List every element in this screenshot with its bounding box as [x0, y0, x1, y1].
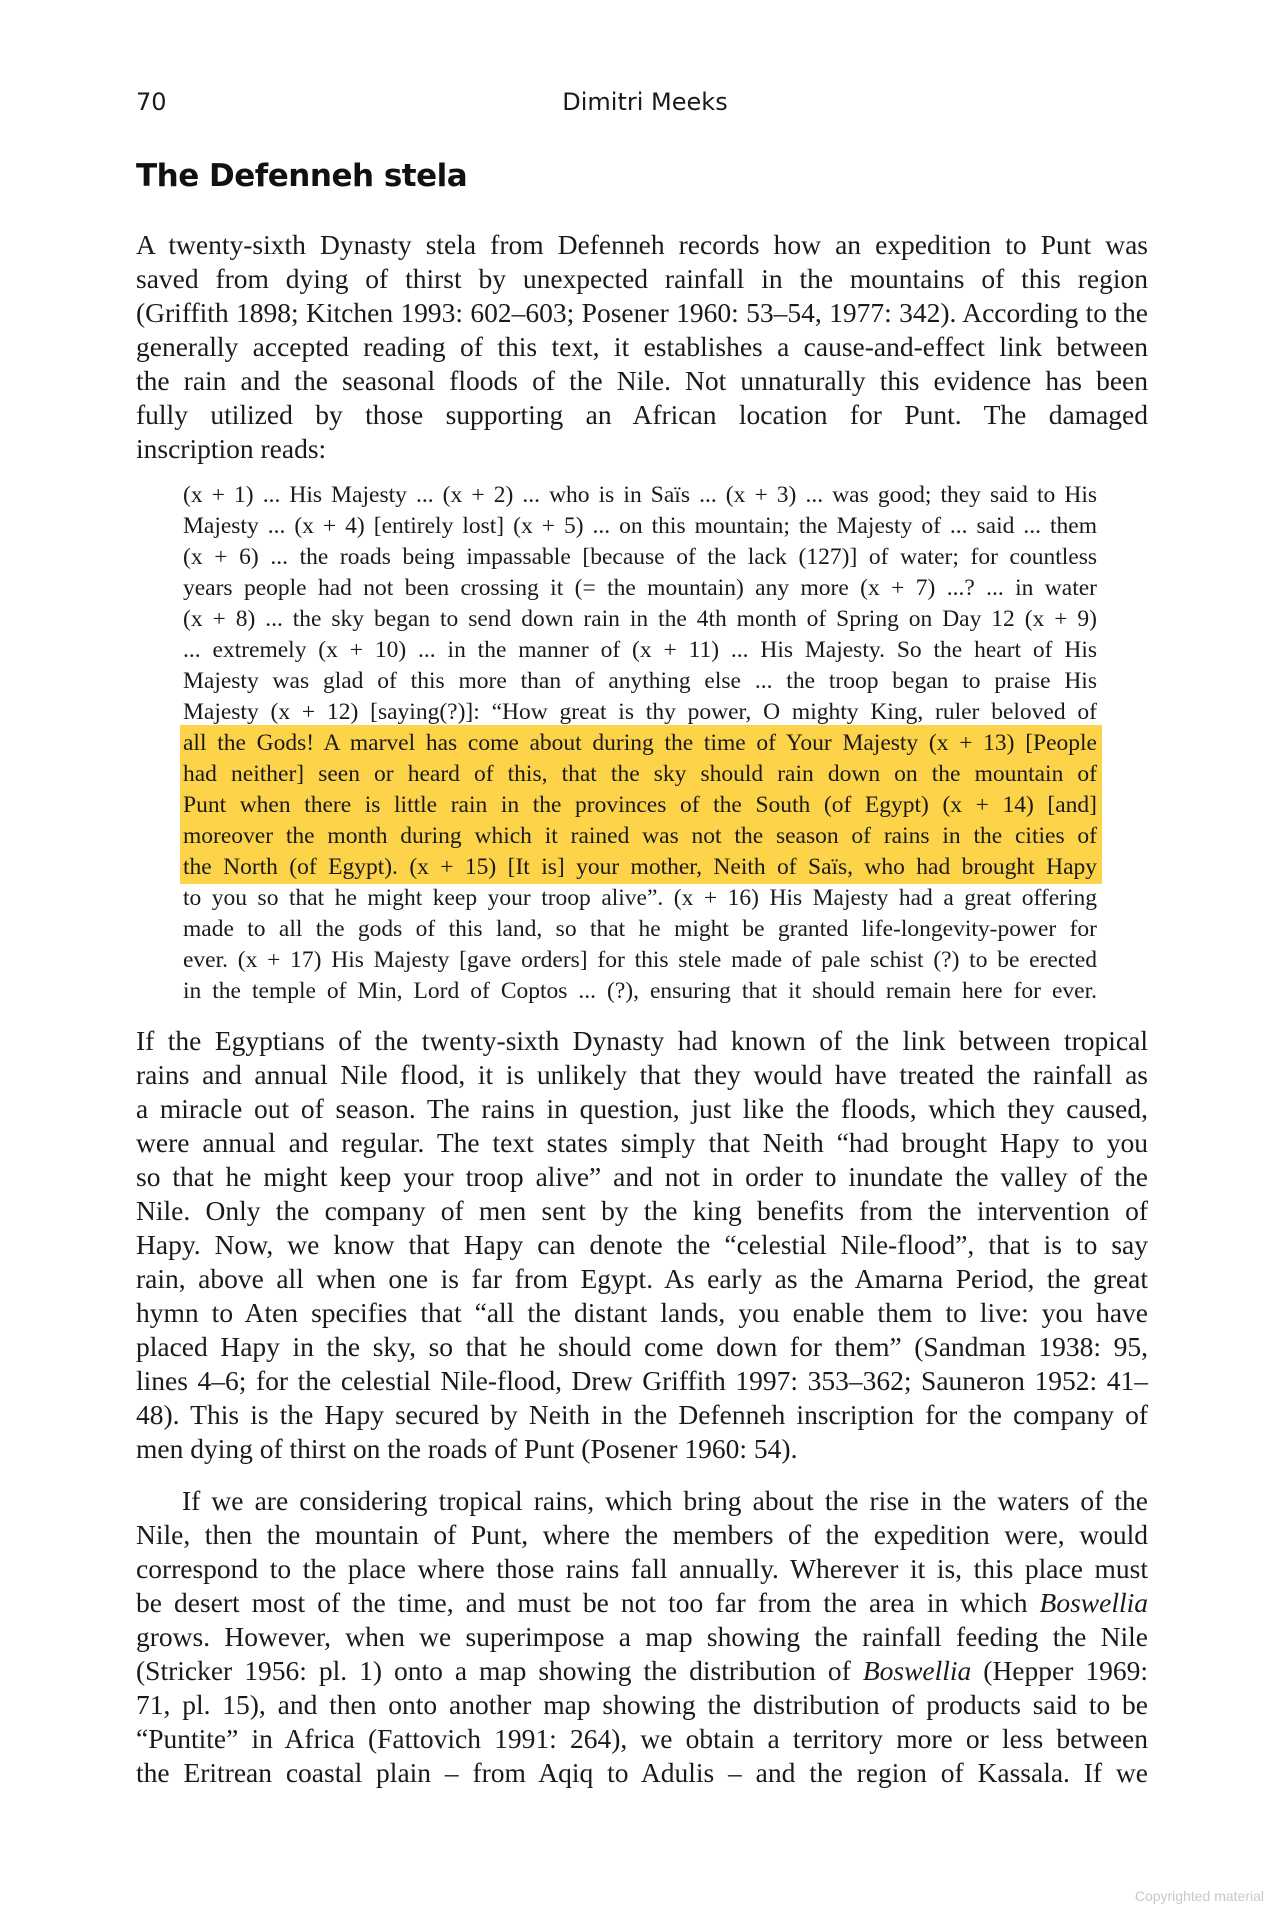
paragraph-line: Nile. Only the company of men sent by the king benefits from the intervention of: [136, 1195, 1148, 1226]
quote-line: (x + 8) ... the sky began to send down rain in the 4th month of Spring on Day 12 (x + 9): [183, 606, 1097, 632]
running-head-author: Dimitri Meeks: [562, 88, 728, 116]
quote-line: (x + 6) ... the roads being impassable [because of the lack (127)] of water; for countless: [183, 544, 1097, 570]
paragraph-line: Hapy. Now, we know that Hapy can denote the “celestial Nile-flood”, that is to say: [136, 1229, 1148, 1260]
paragraph-line: the rain and the seasonal floods of the Nile. Not unnaturally this evidence has been: [136, 365, 1148, 396]
paragraph-line: 48). This is the Hapy secured by Neith in the Defenneh inscription for the company of: [136, 1399, 1148, 1430]
quote-line: in the temple of Min, Lord of Coptos ... (?), ensuring that it should remain here for ever.: [183, 978, 1097, 1004]
paragraph-line: A twenty-sixth Dynasty stela from Defenneh records how an expedition to Punt was: [136, 229, 1148, 260]
paragraph-line: Nile, then the mountain of Punt, where the members of the expedition were, would: [136, 1519, 1148, 1550]
paragraph-line: “Puntite” in Africa (Fattovich 1991: 264), we obtain a territory more or less between: [136, 1723, 1148, 1754]
paragraph-line: [136, 1586, 1148, 1620]
paragraph-line: so that he might keep your troop alive” and not in order to inundate the valley of the: [136, 1161, 1148, 1192]
copyright-watermark: Copyrighted material: [1134, 1888, 1264, 1904]
line-text: be desert most of the time, and must be not too far from the area in which: [136, 1587, 1040, 1618]
quote-line: ever. (x + 17) His Majesty [gave orders] for this stele made of pale schist (?) to be erected: [183, 947, 1097, 973]
paragraph-line: (Griffith 1898; Kitchen 1993: 602–603; Posener 1960: 53–54, 1977: 342). According to the: [136, 297, 1148, 328]
section-title: The Defenneh stela: [136, 158, 468, 194]
paragraph-line: rain, above all when one is far from Egypt. As early as the Amarna Period, the great: [136, 1263, 1148, 1294]
italic-term-boswellia: Boswellia: [862, 1655, 972, 1686]
paragraph-line: If the Egyptians of the twenty-sixth Dynasty had known of the link between tropical: [136, 1025, 1148, 1056]
paragraph-line: saved from dying of thirst by unexpected rainfall in the mountains of this region: [136, 263, 1148, 294]
quote-line: years people had not been crossing it (= the mountain) any more (x + 7) ...? ... in water: [183, 575, 1097, 601]
paragraph-line: If we are considering tropical rains, which bring about the rise in the waters of the: [182, 1485, 1148, 1516]
line-text: (Hepper 1969:: [971, 1655, 1148, 1686]
quote-line: ... extremely (x + 10) ... in the manner of (x + 11) ... His Majesty. So the heart of His: [183, 637, 1097, 663]
paragraph-line: grows. However, when we superimpose a map showing the rainfall feeding the Nile: [136, 1621, 1148, 1652]
page-number: 70: [136, 88, 167, 116]
quote-line-highlighted: the North (of Egypt). (x + 15) [It is] your mother, Neith of Saïs, who had brought Hapy: [183, 854, 1097, 880]
quote-line: Majesty (x + 12) [saying(?)]: “How great is thy power, O mighty King, ruler beloved of: [183, 699, 1097, 725]
paragraph-line: 71, pl. 15), and then onto another map showing the distribution of products said to be: [136, 1689, 1148, 1720]
paragraph-line: fully utilized by those supporting an African location for Punt. The damaged: [136, 399, 1148, 430]
paragraph-line: men dying of thirst on the roads of Punt (Posener 1960: 54).: [136, 1433, 798, 1464]
paragraph-line: lines 4–6; for the celestial Nile-flood, Drew Griffith 1997: 353–362; Sauneron 1952: 41–: [136, 1365, 1148, 1396]
paragraph-line: hymn to Aten specifies that “all the distant lands, you enable them to live: you have: [136, 1297, 1148, 1328]
paragraph-line: correspond to the place where those rains fall annually. Wherever it is, this place must: [136, 1553, 1148, 1584]
quote-line: to you so that he might keep your troop alive”. (x + 16) His Majesty had a great offering: [183, 885, 1097, 911]
quote-line: Majesty ... (x + 4) [entirely lost] (x + 5) ... on this mountain; the Majesty of ... said ... them: [183, 513, 1097, 539]
quote-line-highlighted: moreover the month during which it rained was not the season of rains in the cities of: [183, 823, 1097, 849]
quote-line-highlighted: had neither] seen or heard of this, that the sky should rain down on the mountain of: [183, 761, 1097, 787]
quote-line: made to all the gods of this land, so that he might be granted life-longevity-power for: [183, 916, 1097, 942]
paragraph-line: generally accepted reading of this text, it establishes a cause-and-effect link between: [136, 331, 1148, 362]
paragraph-line: rains and annual Nile flood, it is unlikely that they would have treated the rainfall as: [136, 1059, 1148, 1090]
paragraph-line: placed Hapy in the sky, so that he should come down for them” (Sandman 1938: 95,: [136, 1331, 1148, 1362]
quote-line: (x + 1) ... His Majesty ... (x + 2) ... who is in Saïs ... (x + 3) ... was good; they said to His: [183, 482, 1097, 508]
italic-term-boswellia: Boswellia: [1039, 1587, 1148, 1618]
quote-line-highlighted: all the Gods! A marvel has come about during the time of Your Majesty (x + 13) [People: [183, 730, 1097, 756]
paragraph-line: were annual and regular. The text states simply that Neith “had brought Hapy to you: [136, 1127, 1148, 1158]
quote-line: Majesty was glad of this more than of anything else ... the troop began to praise His: [183, 668, 1097, 694]
line-text: (Stricker 1956: pl. 1) onto a map showing the distribution of: [136, 1655, 863, 1686]
quote-line-highlighted: Punt when there is little rain in the provinces of the South (of Egypt) (x + 14) [and]: [183, 792, 1097, 818]
paragraph-line: a miracle out of season. The rains in question, just like the floods, which they caused,: [136, 1093, 1148, 1124]
paragraph-line: [136, 1654, 1148, 1688]
paragraph-line: inscription reads:: [136, 433, 327, 464]
paragraph-line: the Eritrean coastal plain – from Aqiq to Adulis – and the region of Kassala. If we: [136, 1757, 1148, 1788]
